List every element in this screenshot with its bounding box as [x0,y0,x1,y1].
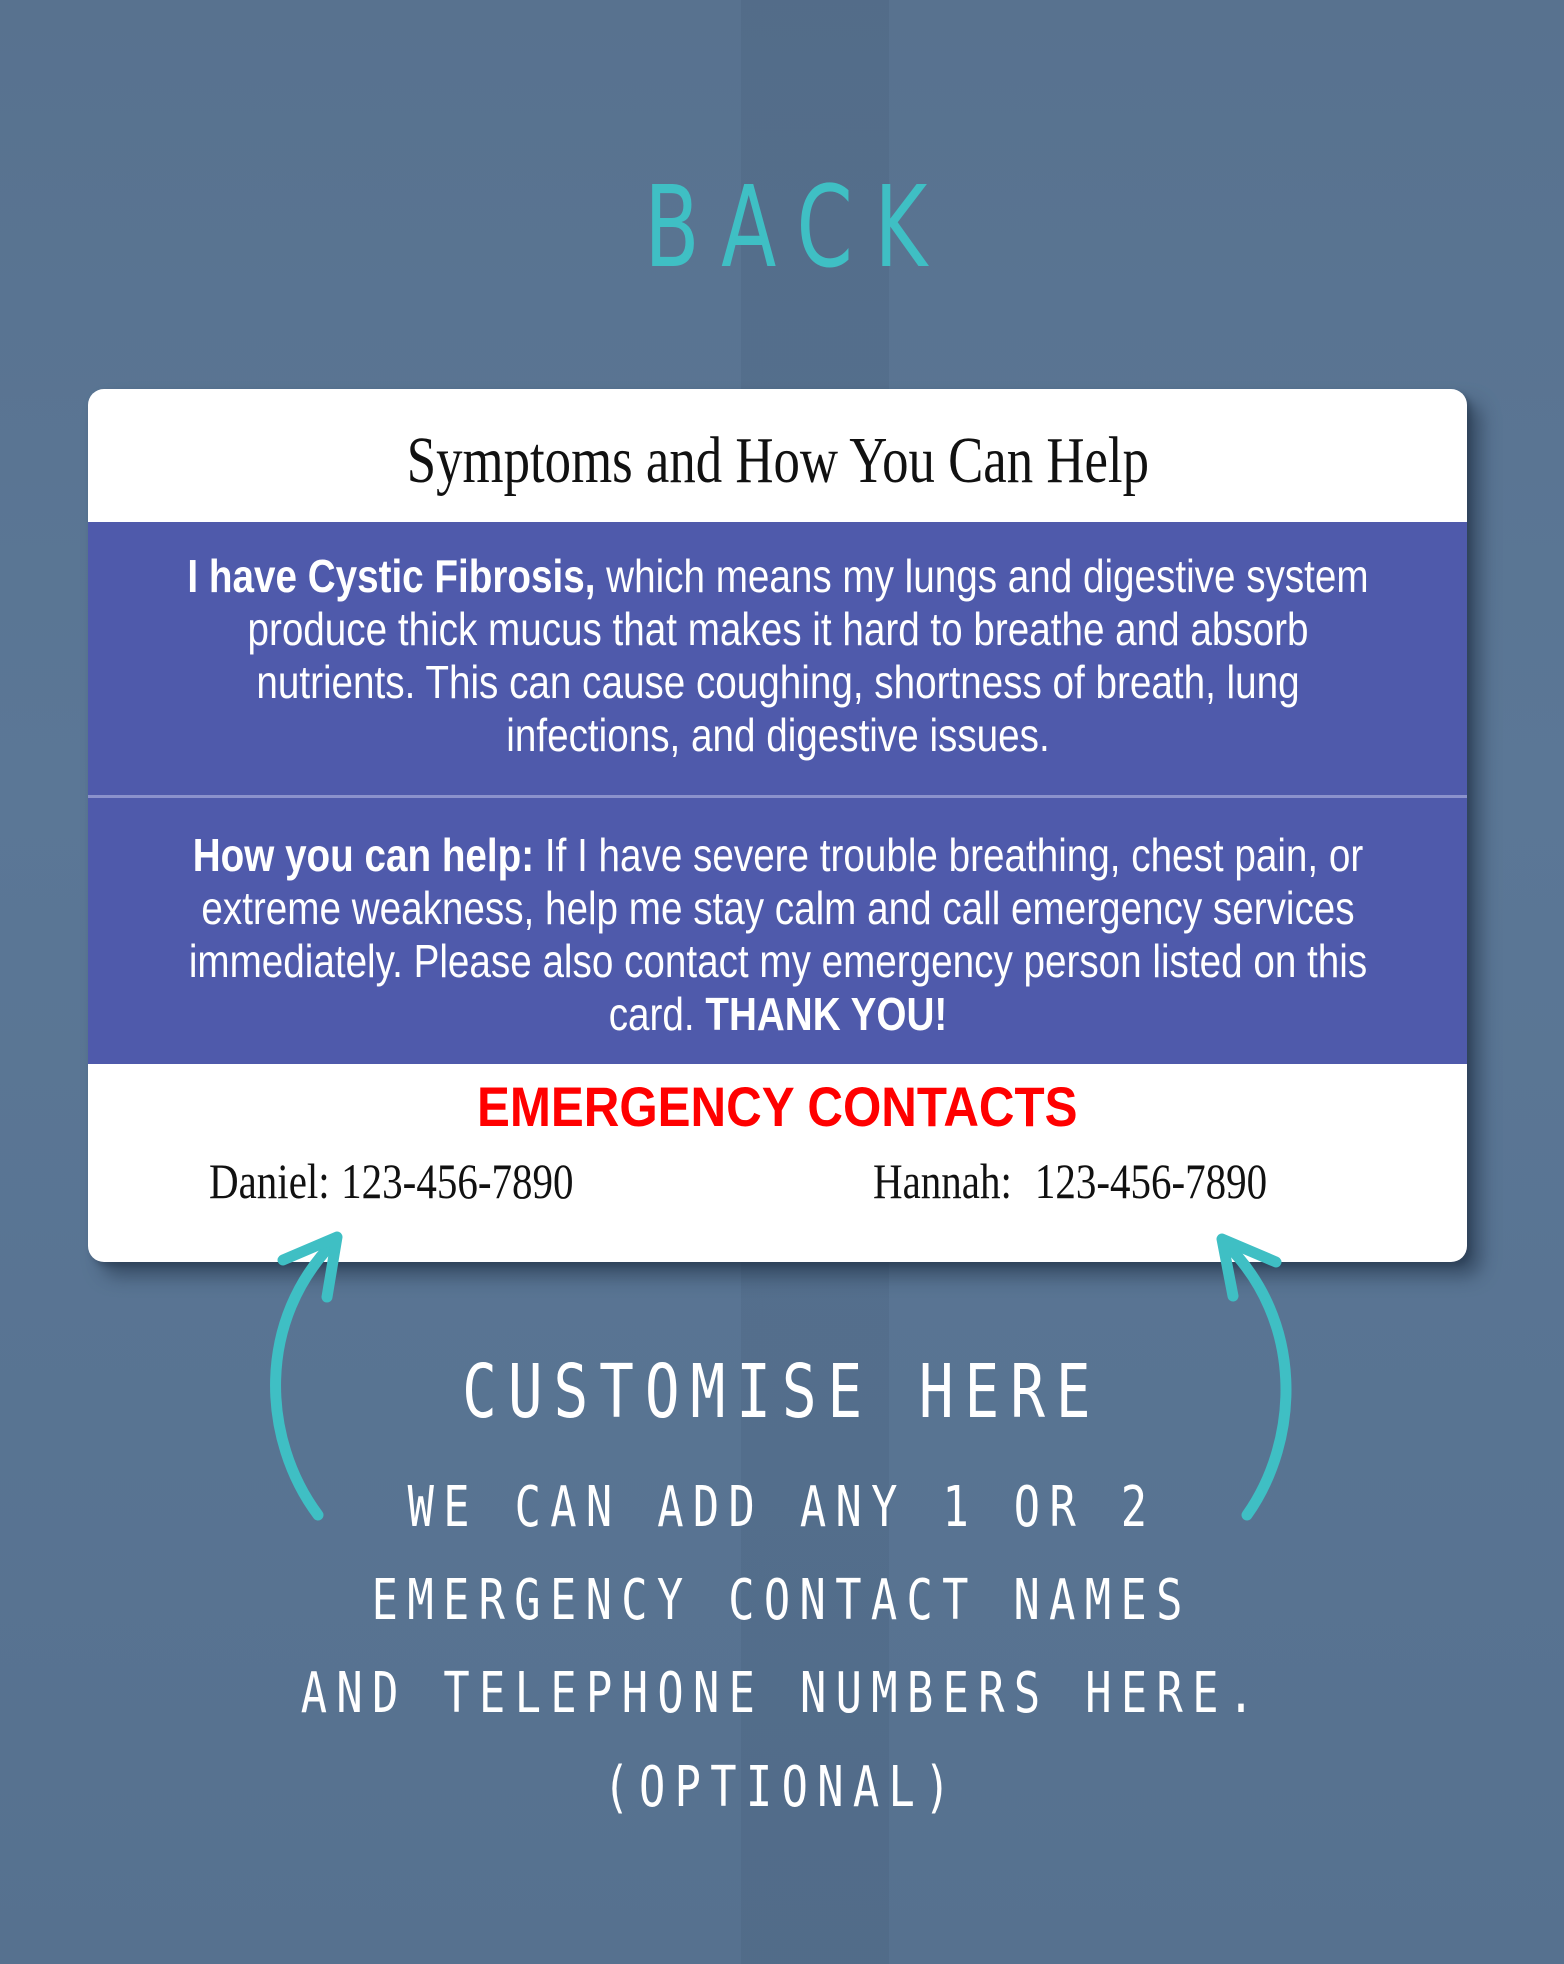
page-heading-back: BACK [644,163,950,293]
contact-phone: 123-456-7890 [341,1153,574,1209]
thank-you-text: THANK YOU! [705,988,948,1040]
customise-note-line-3: AND TELEPHONE NUMBERS HERE. [300,1661,1264,1726]
customise-note-line-2: EMERGENCY CONTACT NAMES [371,1568,1193,1633]
contact-name: Daniel: [209,1153,330,1209]
condition-text: which means my lungs and digestive system produce thick mucus that makes it hard to breathe and absorb nutrients. This can cause coughing, shortness of breath, lung infections, and digestive issues. [247,550,1369,761]
card-title-text: Symptoms and How You Can Help [406,423,1149,497]
contact-phone: 123-456-7890 [1034,1153,1268,1209]
help-text: If I have severe trouble breathing, chest pain, or extreme weakness, help me stay calm and call emergency services immediately. Please also contact my emergency person listed on this card. [188,829,1368,1040]
emergency-contacts-heading: EMERGENCY CONTACTS [477,1075,1078,1138]
help-lead: How you can help: [192,829,535,881]
customise-note-line-4: (OPTIONAL) [603,1755,961,1820]
customise-note-line-1: WE CAN ADD ANY 1 OR 2 [407,1475,1157,1540]
customise-heading: CUSTOMISE HERE [462,1349,1102,1435]
condition-lead: I have Cystic Fibrosis, [187,550,596,602]
contact-name: Hannah: [873,1153,1012,1209]
